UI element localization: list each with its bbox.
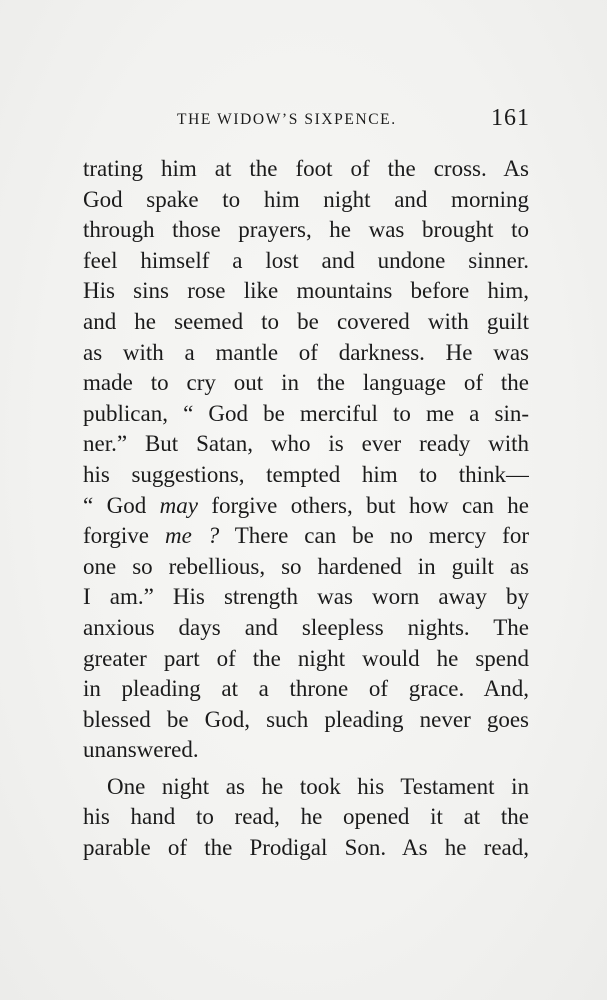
text-line: “ God may forgive others, but how can he (83, 492, 529, 518)
text-line: one so rebellious, so hardened in guilt as (83, 553, 529, 579)
text-line: His sins rose like mountains before him, (83, 278, 529, 304)
text-line: his suggestions, tempted him to think— (83, 461, 529, 487)
text-line: publican, “ God be merciful to me a sin- (83, 400, 529, 426)
text-line: forgive me ? There can be no mercy for (83, 523, 529, 549)
text-line: parable of the Prodigal Son. As he read, (83, 835, 529, 861)
running-title: THE WIDOW’S SIXPENCE. (177, 111, 397, 128)
paragraph (83, 772, 529, 864)
text-line: One night as he took his Testament in (107, 773, 529, 799)
page-header (82, 107, 530, 137)
text-line: feel himself a lost and undone sinner. (83, 247, 529, 273)
text-line: blessed be God, such pleading never goes (83, 706, 529, 732)
text-line: made to cry out in the language of the (83, 370, 529, 396)
text-line: ner.” But Satan, who is ever ready with (83, 431, 529, 457)
text-line: trating him at the foot of the cross. As (83, 156, 529, 181)
page-number: 161 (491, 105, 530, 131)
text-line: through those prayers, he was brought to (83, 217, 529, 243)
text-line: greater part of the night would he spend (83, 645, 529, 671)
text-line: anxious days and sleepless nights. The (83, 614, 529, 640)
text-line: in pleading at a throne of grace. And, (83, 676, 529, 702)
text-line: I am.” His strength was worn away by (83, 584, 529, 610)
text-line: and he seemed to be covered with guilt (83, 308, 529, 334)
paragraph (83, 154, 529, 766)
text-line: his hand to read, he opened it at the (83, 804, 529, 830)
body-text (83, 154, 529, 864)
text-line: as with a mantle of darkness. He was (83, 339, 529, 365)
text-line: unanswered. (83, 737, 199, 763)
text-line: God spake to him night and morning (83, 186, 529, 212)
